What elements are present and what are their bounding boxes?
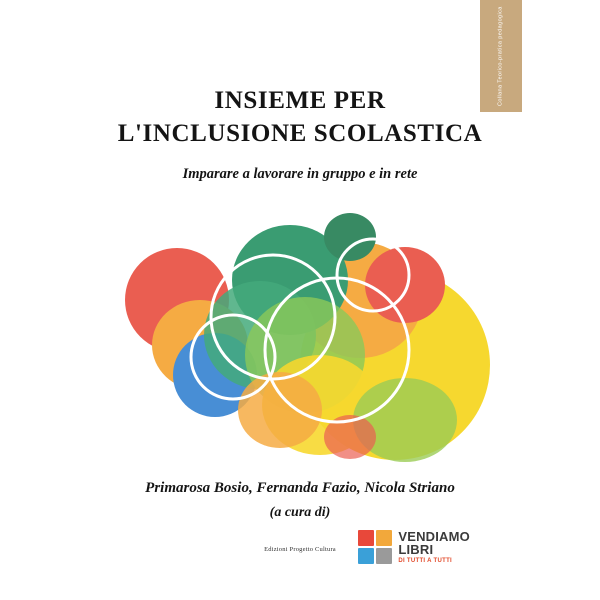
page-title-line-1: INSIEME PER (214, 87, 386, 114)
logo-swatches-icon (358, 530, 392, 564)
authors: Primarosa Bosio, Fernanda Fazio, Nicola Striano (145, 480, 455, 496)
logo-line-1: VENDIAMO (398, 529, 470, 545)
authors-block (0, 480, 600, 521)
logo-tagline: DI TUTTI A TUTTI (398, 557, 453, 564)
cover-footer (0, 530, 600, 576)
subtitle: Imparare a lavorare in gruppo e in rete (182, 166, 418, 182)
page-title-line-2: L'INCLUSIONE SCOLASTICA (117, 120, 483, 147)
collana-label: Collana Teorico-pratica pedagogica (497, 6, 504, 106)
curators: (a cura di) (269, 505, 331, 520)
vendiamo-libri-logo (358, 530, 470, 564)
publisher-name: Edizioni Progetto Cultura (264, 546, 336, 553)
title-block (0, 84, 600, 183)
cover-artwork (105, 205, 505, 465)
logo-line-2: LIBRI (398, 542, 434, 558)
logo-text (398, 530, 470, 564)
